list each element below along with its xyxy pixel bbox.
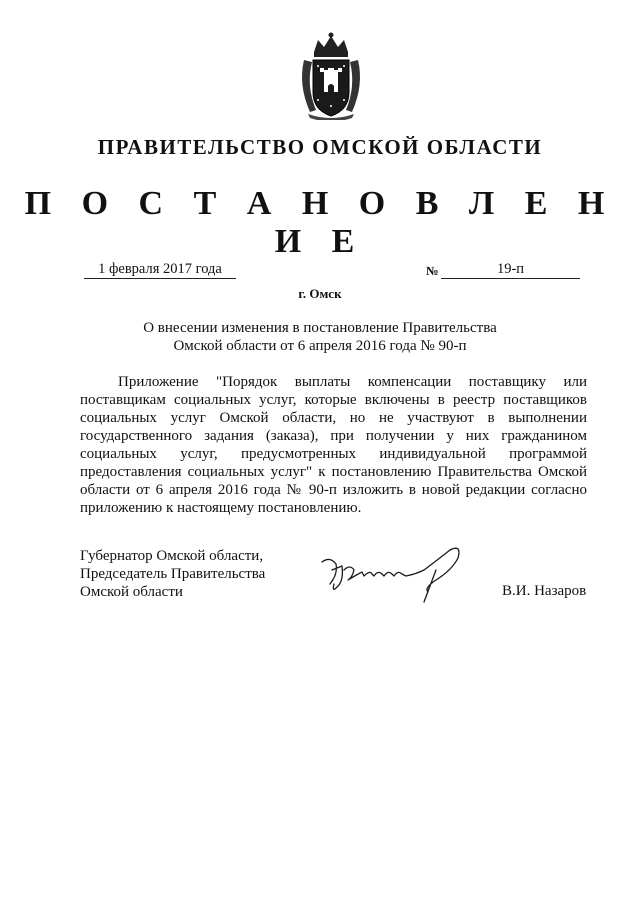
position-line-1: Губернатор Омской области, <box>80 548 264 564</box>
document-type-title: П О С Т А Н О В Л Е Н И Е <box>24 185 616 260</box>
position-line-3: Омской области <box>80 584 183 600</box>
number-label: № <box>426 264 439 278</box>
subject-line-2: Омской области от 6 апреля 2016 года № 90-п <box>173 338 467 354</box>
document-number: 19-п <box>441 260 580 279</box>
city-name: г. Омск <box>298 286 342 301</box>
subject-line-1: О внесении изменения в постановление Правительства <box>143 320 497 336</box>
handwritten-signature <box>316 540 466 606</box>
signatory-name: В.И. Назаров <box>502 583 587 599</box>
body-paragraph: Приложение "Порядок выплаты компенсации поставщику или поставщикам социальных услуг, которые включены в реестр поставщиков социальных услуг Омской области, но не участвуют в выполнении государственного задания (заказа), при получении у них гражданином социальных услуг, предусмотренных индивидуальной программой предоставления социальных услуг" к постановлению Правительства Омской области от 6 апреля 2016 года № 90-п изложить в новой редакции согласно приложению к настоящему постановлению. <box>80 374 587 516</box>
document-date: 1 февраля 2017 года <box>84 260 236 279</box>
government-name: ПРАВИТЕЛЬСТВО ОМСКОЙ ОБЛАСТИ <box>97 135 543 159</box>
signatory-position <box>80 547 265 601</box>
position-line-2: Председатель Правительства <box>80 566 266 582</box>
coat-of-arms-icon <box>296 30 366 120</box>
document-subject <box>0 319 640 355</box>
